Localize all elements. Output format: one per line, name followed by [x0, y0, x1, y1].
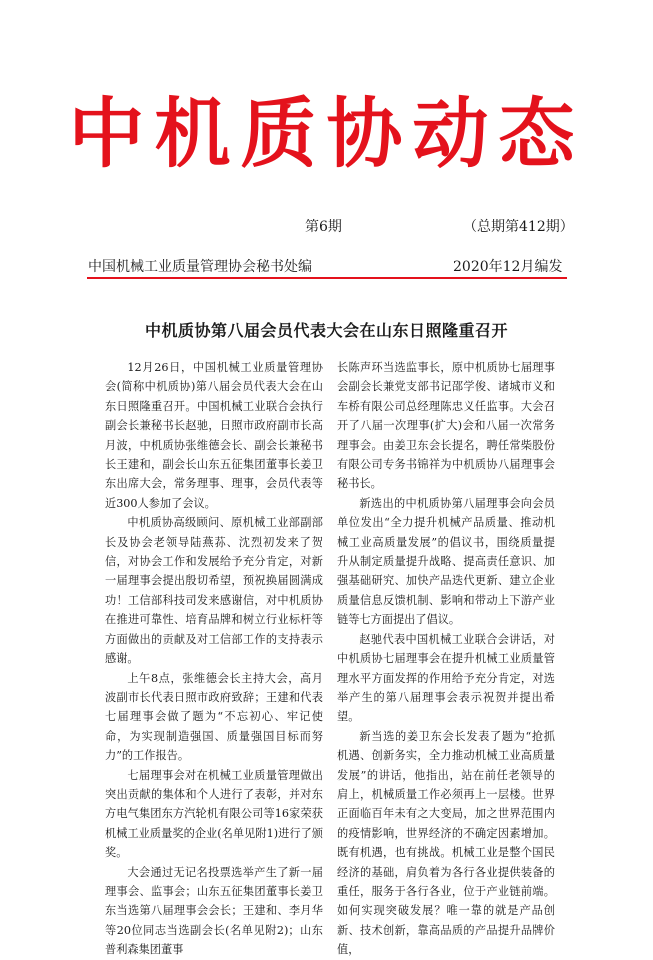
issue-line	[0, 216, 653, 236]
publish-date: 2020年12月编发	[453, 259, 563, 275]
article-paragraph: 中机质协高级顾问、原机械工业部副部长及协会老领导陆燕荪、沈烈初发来了贺信，对协会工作和发展给予充分肯定，对新一届理事会提出殷切希望，预祝换届圆满成功！工信部科技司发来感谢信，对中机质协在推进可靠性、培育品牌和树立行业标杆等方面做出的贡献及对工信部工作的支持表示感谢。	[105, 516, 323, 666]
article-paragraph: 上午8点，张维德会长主持大会，高月波副市长代表日照市政府致辞；王建和代表七届理事会做了题为“不忘初心、牢记使命，为实现制造强国、质量强国目标而努力”的工作报告。	[105, 671, 323, 763]
article-paragraph: 新选出的中机质协第八届理事会向会员单位发出“全力提升机械产品质量、推动机械工业高质量发展”的倡议书，围绕质量提升从制定质量提升战略、提高责任意识、加强基础研究、加快产品迭代更新、建立企业质量信息反馈机制、影响和带动上下游产业链等七方面提出了倡议。	[337, 496, 555, 627]
publisher-line	[0, 256, 653, 276]
article-paragraph: 12月26日，中国机械工业质量管理协会(简称中机质协)第八届会员代表大会在山东日照隆重召开。中国机械工业联合会执行副会长兼秘书长赵驰，日照市政府副市长高月波，中机质协张维德会长、副会长兼秘书长王建和，副会长山东五征集团董事长姜卫东出席大会，常务理事、理事，会员代表等近300人参加了会议。	[105, 361, 323, 510]
article-headline: 中机质协第八届会员代表大会在山东日照隆重召开	[144, 321, 508, 340]
article-paragraph: 长陈声环当选监事长，原中机质协七届理事会副会长兼党支部书记邵学俊、诸城市义和车桥有限公司总经理陈忠义任监事。大会召开了八届一次理事(扩大)会和八届一次常务理事会。由姜卫东会长提名，聘任常柴股份有限公司专务书锦祥为中机质协八届理事会秘书长。	[337, 361, 555, 491]
issue-number: 第6期	[305, 219, 342, 235]
masthead-title: 中机质协动态	[68, 89, 585, 178]
article-paragraph: 七届理事会对在机械工业质量管理做出突出贡献的集体和个人进行了表彰，并对东方电气集团东方汽轮机有限公司等16家荣获机械工业质量奖的企业(名单见附1)进行了颁奖。	[105, 768, 323, 860]
issue-total: （总期第412期）	[463, 219, 574, 235]
publisher-name: 中国机械工业质量管理协会秘书处编	[88, 259, 312, 275]
article-paragraph: 新当选的姜卫东会长发表了题为“抢抓机遇、创新务实，全力推动机械工业高质量发展”的讲话，他指出，站在前任老领导的肩上，机械质量工作必须再上一层楼。世界正面临百年未有之大变局，加之世界范围内的疫情影响，世界经济的不确定因素增加。既有机遇，也有挑战。机械工业是整个国民经济的基础，肩负着为各行各业提供装备的重任，服务于各行各业，位于产业链前端。如何实现突破发展？唯一靠的就是产品创新、技术创新，靠高品质的产品提升品牌价值，	[337, 729, 555, 957]
article-column-right	[337, 358, 555, 960]
article-column-left	[105, 358, 323, 960]
header-divider	[87, 277, 567, 279]
article-paragraph: 大会通过无记名投票选举产生了新一届理事会、监事会；山东五征集团董事长姜卫东当选第八届理事会会长；王建和、李月华等20位同志当选副会长(名单见附2)；山东普利森集团董事	[105, 865, 323, 957]
article-paragraph: 赵驰代表中国机械工业联合会讲话，对中机质协七届理事会在提升机械工业质量管理水平方面发挥的作用给予充分肯定，对选举产生的第八届理事会表示祝贺并提出希望。	[337, 632, 555, 724]
